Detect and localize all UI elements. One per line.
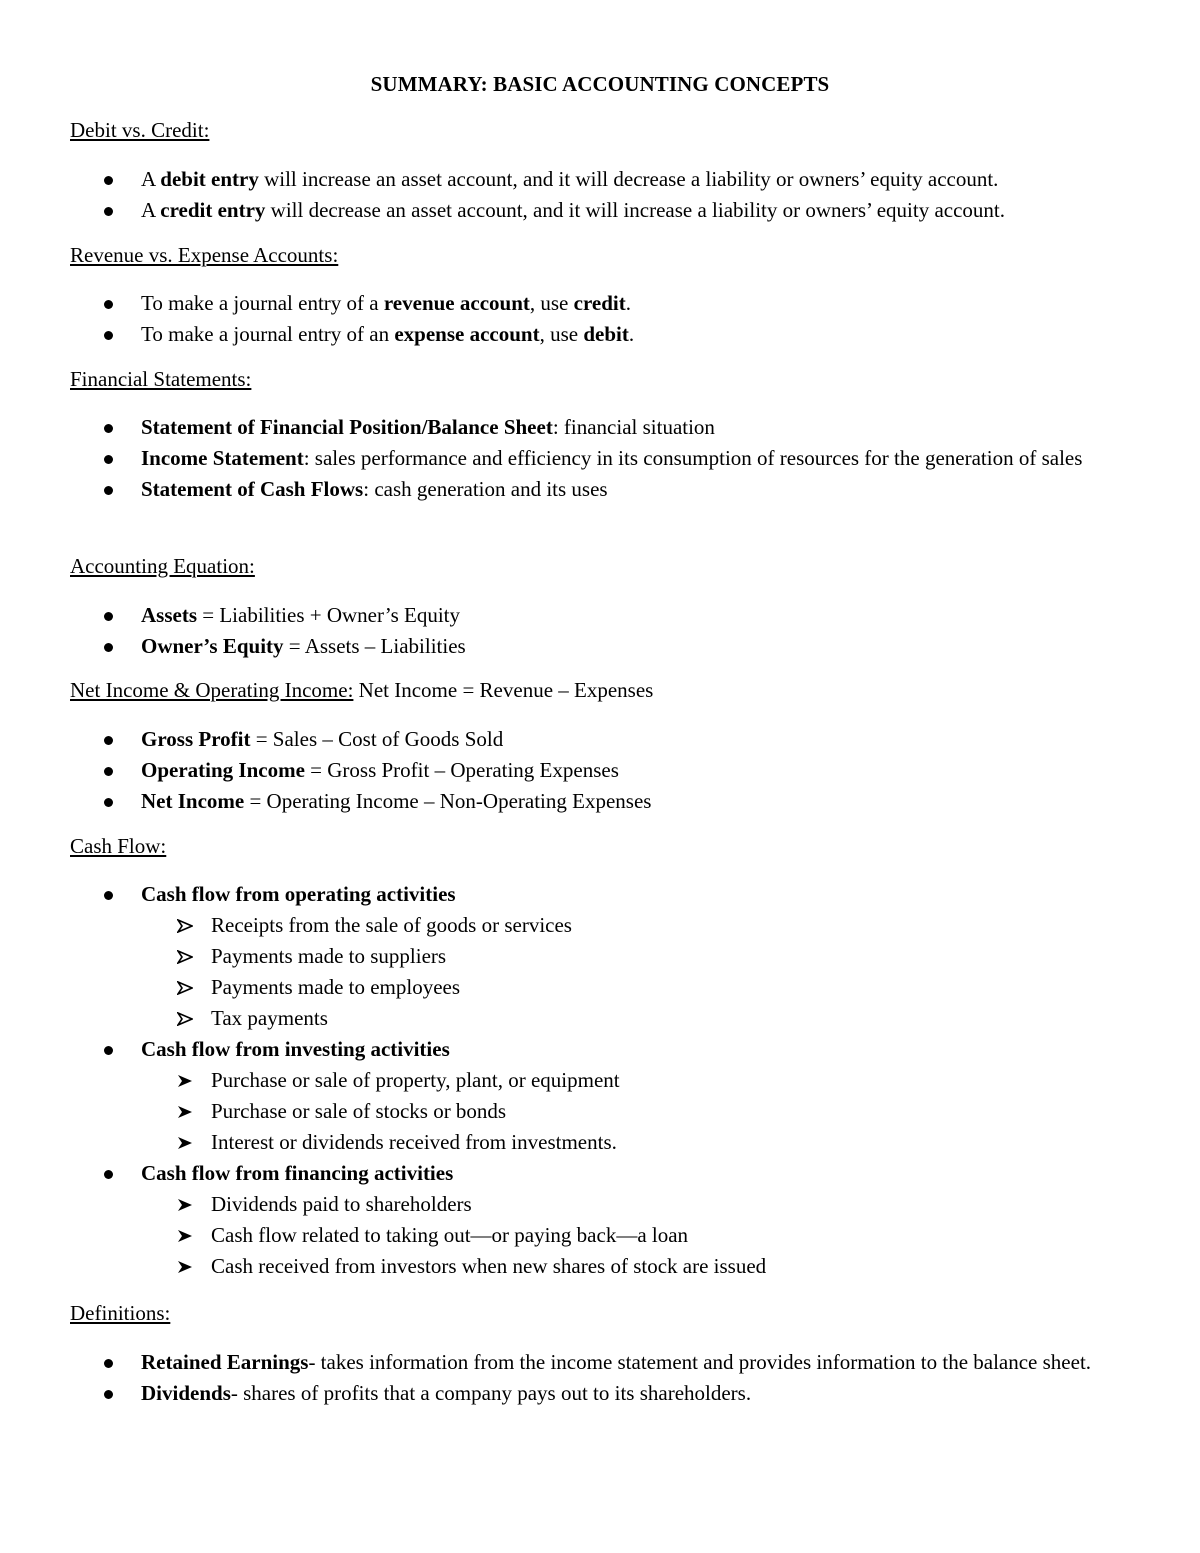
financial-statements-list	[0, 412, 1200, 505]
section-heading-revenue-expense: Revenue vs. Expense Accounts:	[70, 243, 339, 267]
sublist-item: Payments made to suppliers	[141, 941, 1130, 972]
list-item: Assets = Liabilities + Owner’s Equity	[0, 600, 1200, 631]
list-item: Net Income = Operating Income – Non-Operating Expenses	[0, 786, 1200, 817]
arrow-bullet-icon	[177, 1229, 193, 1243]
bullet-icon	[104, 300, 113, 309]
section-heading-accounting-equation: Accounting Equation:	[70, 554, 255, 578]
bullet-icon	[104, 1046, 113, 1055]
list-item: Gross Profit = Sales – Cost of Goods Sold	[0, 724, 1200, 755]
sublist-item: Purchase or sale of stocks or bonds	[141, 1096, 1130, 1127]
accounting-equation-list	[0, 600, 1200, 662]
arrow-bullet-icon	[177, 981, 193, 995]
sublist-item: Payments made to employees	[141, 972, 1130, 1003]
bullet-icon	[104, 1170, 113, 1179]
bullet-icon	[104, 643, 113, 652]
bullet-icon	[104, 424, 113, 433]
document-title: SUMMARY: BASIC ACCOUNTING CONCEPTS	[370, 72, 830, 96]
list-item: Retained Earnings- takes information from the income statement and provides information to the balance sheet.	[0, 1347, 1200, 1378]
section-heading-definitions: Definitions:	[70, 1301, 171, 1325]
operating-activities-sublist	[141, 910, 1130, 1034]
bullet-icon	[104, 176, 113, 185]
definitions-list	[0, 1347, 1200, 1409]
bullet-icon	[104, 455, 113, 464]
bullet-icon	[104, 1359, 113, 1368]
arrow-bullet-icon	[177, 1074, 193, 1088]
debit-credit-list	[0, 164, 1200, 226]
sublist-item: Interest or dividends received from investments.	[141, 1127, 1130, 1158]
bullet-icon	[104, 486, 113, 495]
net-income-formula: Net Income = Revenue – Expenses	[353, 678, 654, 702]
bullet-icon	[104, 207, 113, 216]
list-item: A debit entry will increase an asset account, and it will decrease a liability or owners’ equity account.	[0, 164, 1200, 195]
list-item: A credit entry will decrease an asset account, and it will increase a liability or owners’ equity account.	[0, 195, 1200, 226]
arrow-bullet-icon	[177, 1136, 193, 1150]
section-heading-net-income: Net Income & Operating Income: Net Income = Revenue – Expenses	[70, 678, 654, 702]
bullet-icon	[104, 767, 113, 776]
bullet-icon	[104, 612, 113, 621]
sublist-item: Cash received from investors when new shares of stock are issued	[141, 1251, 1130, 1282]
sublist-item: Receipts from the sale of goods or services	[141, 910, 1130, 941]
cash-flow-list	[0, 879, 1200, 1282]
arrow-bullet-icon	[177, 1260, 193, 1274]
sublist-item: Purchase or sale of property, plant, or equipment	[141, 1065, 1130, 1096]
list-item: Statement of Financial Position/Balance Sheet: financial situation	[0, 412, 1200, 443]
revenue-expense-list	[0, 288, 1200, 350]
section-heading-financial-statements: Financial Statements:	[70, 367, 252, 391]
bullet-icon	[104, 1390, 113, 1399]
bullet-icon	[104, 798, 113, 807]
bullet-icon	[104, 736, 113, 745]
section-heading-cash-flow: Cash Flow:	[70, 834, 167, 858]
list-item: Statement of Cash Flows: cash generation and its uses	[0, 474, 1200, 505]
list-item: To make a journal entry of an expense account, use debit.	[0, 319, 1200, 350]
arrow-bullet-icon	[177, 1198, 193, 1212]
list-item: Dividends- shares of profits that a company pays out to its shareholders.	[0, 1378, 1200, 1409]
bullet-icon	[104, 331, 113, 340]
list-item: Owner’s Equity = Assets – Liabilities	[0, 631, 1200, 662]
bullet-icon	[104, 891, 113, 900]
list-item: To make a journal entry of a revenue account, use credit.	[0, 288, 1200, 319]
arrow-bullet-icon	[177, 1105, 193, 1119]
list-item: Income Statement: sales performance and efficiency in its consumption of resources for the generation of sales	[0, 443, 1200, 474]
list-item: Cash flow from operating activities Receipts from the sale of goods or services Payments made to suppliers Payments made to employees Tax payments	[0, 879, 1200, 1034]
sublist-item: Cash flow related to taking out—or paying back—a loan	[141, 1220, 1130, 1251]
sublist-item: Tax payments	[141, 1003, 1130, 1034]
arrow-bullet-icon	[177, 950, 193, 964]
list-item: Operating Income = Gross Profit – Operating Expenses	[0, 755, 1200, 786]
investing-activities-sublist	[141, 1065, 1130, 1158]
list-item: Cash flow from financing activities Dividends paid to shareholders Cash flow related to taking out—or paying back—a loan Cash received from investors when new shares of stock are issued	[0, 1158, 1200, 1282]
arrow-bullet-icon	[177, 919, 193, 933]
financing-activities-sublist	[141, 1189, 1130, 1282]
sublist-item: Dividends paid to shareholders	[141, 1189, 1130, 1220]
section-heading-debit-credit: Debit vs. Credit:	[70, 118, 210, 142]
net-income-list	[0, 724, 1200, 817]
arrow-bullet-icon	[177, 1012, 193, 1026]
list-item: Cash flow from investing activities Purchase or sale of property, plant, or equipment Purchase or sale of stocks or bonds Interest or dividends received from investments.	[0, 1034, 1200, 1158]
